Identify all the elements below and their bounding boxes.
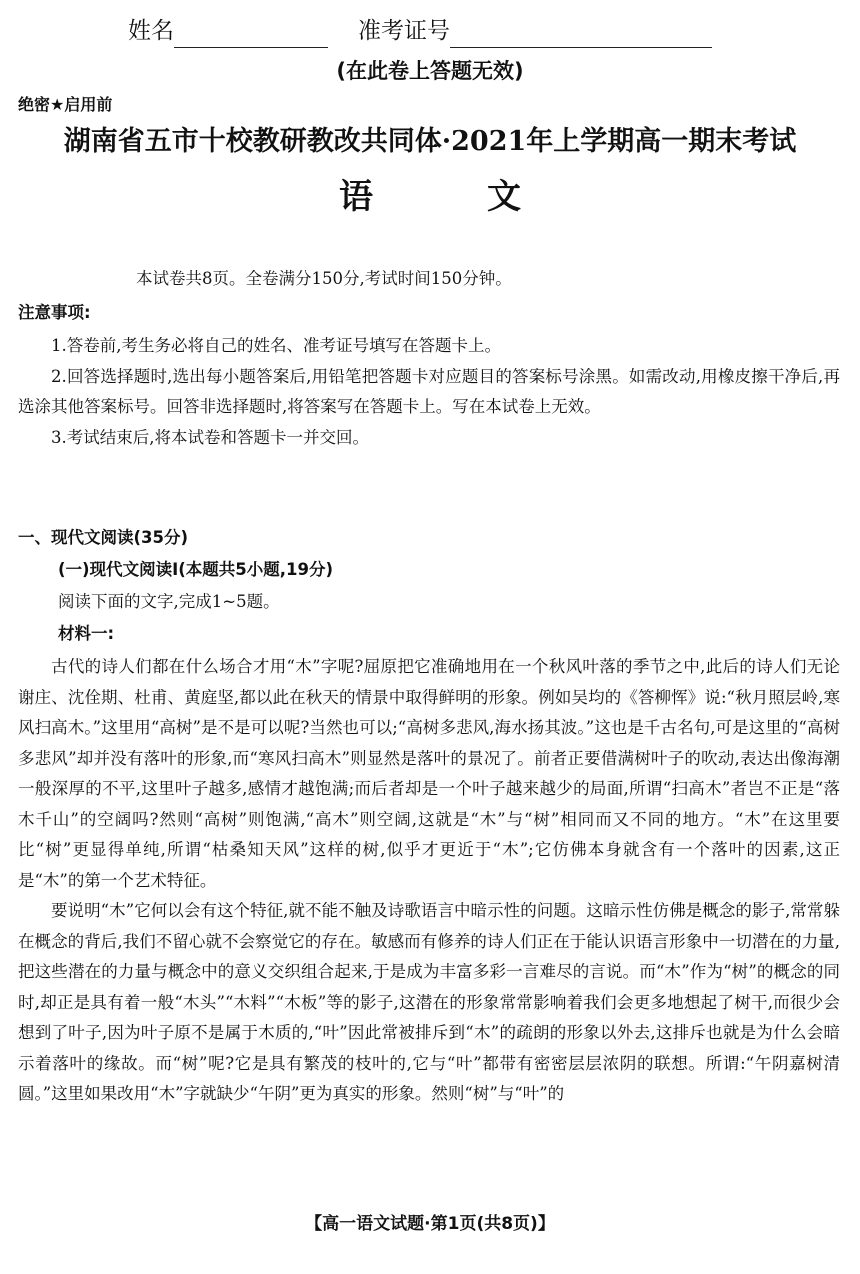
exam-title: 湖南省五市十校教研教改共同体·2021年上学期高一期末考试 [63, 126, 797, 157]
notice-item: 1.答卷前,考生务必将自己的姓名、准考证号填写在答题卡上。 [51, 336, 501, 355]
intro-text: 本试卷共8页。全卷满分150分,考试时间150分钟。 [136, 269, 512, 288]
reading-instruction: 阅读下面的文字,完成1~5题。 [58, 592, 280, 611]
name-label: 姓名 [128, 18, 174, 44]
secret-label: 绝密★启用前 [18, 95, 113, 114]
section-subheading: (一)现代文阅读Ⅰ(本题共5小题,19分) [58, 560, 334, 579]
material-label: 材料一: [58, 624, 115, 643]
notice-item: 2.回答选择题时,选出每小题答案后,用铅笔把答题卡对应题目的答案标号涂黑。如需改动,用橡皮擦干净后,再选涂其他答案标号。回答非选择题时,将答案写在答题卡上。写在本试卷上无效。 [18, 366, 840, 416]
passage-paragraph: 古代的诗人们都在什么场合才用“木”字呢?屈原把它准确地用在一个秋风叶落的季节之中,此后的诗人们无论谢庄、沈佺期、杜甫、黄庭坚,都以此在秋天的情景中取得鲜明的形象。例如吴均的《答柳恽》说:“秋月照层岭,寒风扫高木。”这里用“高树”是不是可以呢?当然也可以;“高树多悲风,海水扬其波。”这也是千古名句,可是这里的“高树多悲风”却并没有落叶的形象,而“寒风扫高木”则显然是落叶的景况了。前者正要借满树叶子的吹动,表达出像海潮一般深厚的不平,这里叶子越多,感情才越饱满;而后者却是一个叶子越来越少的局面,所谓“扫高木”者岂不正是“落木千山”的空阔吗?然则“高树”则饱满,“高木”则空阔,这就是“木”与“树”相同而又不同的地方。“木”在这里要比“树”更显得单纯,所谓“枯桑知天风”这样的树,似乎才更近于“木”;它仿佛本身就含有一个落叶的因素,这正是“木”的第一个艺术特征。 [18, 657, 840, 890]
candidate-info [128, 14, 712, 48]
exam-number-label: 准考证号 [358, 18, 450, 44]
invalid-note: (在此卷上答题无效) [336, 59, 524, 83]
name-field[interactable] [174, 21, 328, 48]
page-footer: 【高一语文试题·第1页(共8页)】 [305, 1214, 555, 1234]
notices-list [18, 331, 840, 453]
notices-heading: 注意事项: [18, 303, 91, 322]
section-heading: 一、现代文阅读(35分) [18, 528, 189, 547]
exam-number-field[interactable] [450, 21, 712, 48]
subject-title: 语 文 [339, 177, 561, 217]
passage-paragraph: 要说明“木”它何以会有这个特征,就不能不触及诗歌语言中暗示性的问题。这暗示性仿佛是概念的影子,常常躲在概念的背后,我们不留心就不会察觉它的存在。敏感而有修养的诗人们正在于能认识语言形象中一切潜在的力量,把这些潜在的力量与概念中的意义交织组合起来,于是成为丰富多彩一言难尽的言说。而“木”作为“树”的概念的同时,却正是具有着一般“木头”“木料”“木板”等的影子,这潜在的形象常常影响着我们会更多地想起了树干,而很少会想到了叶子,因为叶子原不是属于木质的,“叶”因此常被排斥到“木”的疏朗的形象以外去,这排斥也就是为什么会暗示着落叶的缘故。而“树”呢?它是具有繁茂的枝叶的,它与“叶”都带有密密层层浓阴的联想。所谓:“午阴嘉树清圆。”这里如果改用“木”字就缺少“午阴”更为真实的形象。然则“树”与“叶”的 [18, 901, 840, 1103]
notice-item: 3.考试结束后,将本试卷和答题卡一并交回。 [51, 427, 369, 447]
reading-passage [18, 652, 840, 1110]
